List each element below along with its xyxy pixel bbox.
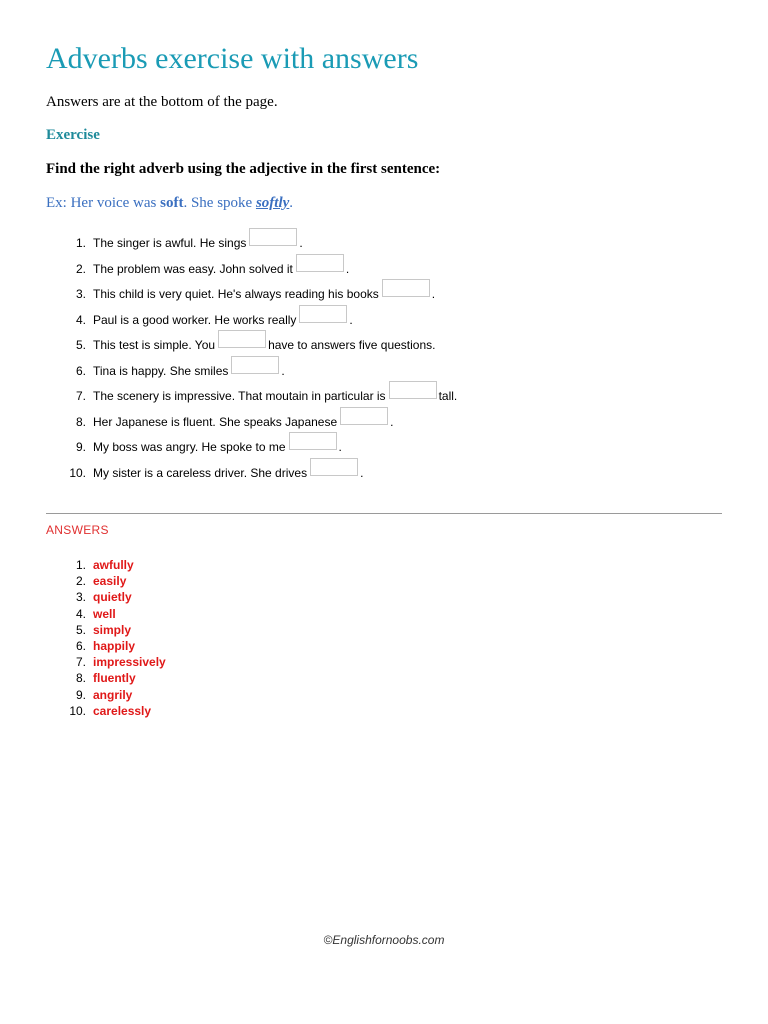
answer-blank-input[interactable] xyxy=(299,305,347,323)
question-item xyxy=(0,356,768,382)
example-suffix: . xyxy=(289,195,294,211)
question-text: The problem was easy. John solved it xyxy=(93,261,293,276)
answer-number: 9. xyxy=(75,687,86,702)
question-after: . xyxy=(345,261,350,276)
question-after: . xyxy=(281,363,285,378)
question-item xyxy=(0,279,768,305)
answer-text: quietly xyxy=(93,590,132,605)
question-number: 8. xyxy=(75,414,86,429)
question-item xyxy=(0,407,768,433)
answer-text: carelessly xyxy=(93,703,152,718)
answer-text: angrily xyxy=(93,687,133,702)
answer-blank-input[interactable] xyxy=(249,228,297,246)
answer-number: 7. xyxy=(75,655,86,670)
example-middle: . She spoke xyxy=(183,195,256,211)
answer-item xyxy=(0,639,768,655)
question-text: Tina is happy. She smiles xyxy=(93,363,229,378)
answer-text: fluently xyxy=(93,671,136,686)
answer-blank-input[interactable] xyxy=(389,381,437,399)
answer-item xyxy=(0,590,768,606)
question-text: This test is simple. You xyxy=(93,338,216,352)
question-text: My boss was angry. He spoke to me xyxy=(93,440,286,454)
question-text: My sister is a careless driver. She drives xyxy=(93,465,308,480)
example-adjective: soft xyxy=(160,195,184,211)
answer-blank-input[interactable] xyxy=(218,330,266,348)
section-label: Exercise xyxy=(46,127,100,143)
question-number: 5. xyxy=(75,338,86,352)
section-divider xyxy=(46,513,722,514)
question-item xyxy=(0,305,768,331)
question-list xyxy=(0,228,768,483)
answer-item xyxy=(0,574,768,590)
page-title: Adverbs exercise with answers xyxy=(46,42,419,75)
answer-item xyxy=(0,558,768,574)
question-after: . xyxy=(360,465,364,480)
question-item xyxy=(0,254,768,280)
question-text: Paul is a good worker. He works really xyxy=(93,312,297,327)
question-number: 4. xyxy=(75,312,86,327)
answer-number: 1. xyxy=(75,558,86,572)
question-text: The singer is awful. He sings xyxy=(93,236,247,250)
question-number: 3. xyxy=(75,287,86,301)
answer-item xyxy=(0,607,768,623)
answer-blank-input[interactable] xyxy=(296,254,344,272)
answer-text: happily xyxy=(93,638,136,653)
question-text: The scenery is impressive. That moutain in particular is xyxy=(93,389,386,403)
question-number: 9. xyxy=(75,440,86,454)
answers-heading: ANSWERS xyxy=(46,523,109,537)
answer-text: awfully xyxy=(93,558,134,572)
question-number: 7. xyxy=(75,389,86,403)
answer-text: simply xyxy=(93,622,132,637)
answer-blank-input[interactable] xyxy=(310,458,358,476)
question-item xyxy=(0,432,768,458)
question-item xyxy=(0,381,768,407)
answer-number: 10. xyxy=(69,703,86,718)
question-number: 6. xyxy=(75,363,86,378)
answer-text: impressively xyxy=(93,655,166,670)
example-prefix: Ex: Her voice was xyxy=(46,195,161,211)
answer-number: 3. xyxy=(75,590,86,605)
question-after: . xyxy=(390,414,394,429)
answer-number: 8. xyxy=(75,671,86,686)
answer-number: 2. xyxy=(75,574,86,589)
question-number: 2. xyxy=(75,261,86,276)
answer-item xyxy=(0,704,768,720)
question-after: tall. xyxy=(438,389,458,403)
intro-text: Answers are at the bottom of the page. xyxy=(46,94,278,110)
footer-copyright: ©Englishfornoobs.com xyxy=(323,933,445,947)
question-text: Her Japanese is fluent. She speaks Japanese xyxy=(93,414,338,429)
answer-item xyxy=(0,671,768,687)
question-text: This child is very quiet. He's always reading his books xyxy=(93,287,379,301)
answer-number: 6. xyxy=(75,638,86,653)
question-item xyxy=(0,330,768,356)
answer-item xyxy=(0,623,768,639)
answer-number: 5. xyxy=(75,622,86,637)
answer-number: 4. xyxy=(75,606,86,621)
answer-item xyxy=(0,655,768,671)
answer-text: well xyxy=(93,606,116,621)
answer-text: easily xyxy=(93,574,127,589)
question-after: have to answers five questions. xyxy=(268,338,436,352)
answer-blank-input[interactable] xyxy=(231,356,279,374)
answer-blank-input[interactable] xyxy=(289,432,337,450)
instruction-text: Find the right adverb using the adjective in the first sentence: xyxy=(46,161,441,177)
question-number: 1. xyxy=(75,236,86,250)
question-after: . xyxy=(338,440,342,454)
question-item xyxy=(0,458,768,484)
answer-blank-input[interactable] xyxy=(382,279,430,297)
question-number: 10. xyxy=(69,465,86,480)
answer-blank-input[interactable] xyxy=(340,407,388,425)
question-after: . xyxy=(349,312,353,327)
question-after: . xyxy=(431,287,436,301)
answer-item xyxy=(0,688,768,704)
question-after: . xyxy=(299,236,303,250)
example-sentence xyxy=(46,195,293,212)
question-item xyxy=(0,228,768,254)
example-answer: softly xyxy=(255,195,290,211)
answer-list xyxy=(0,558,768,720)
